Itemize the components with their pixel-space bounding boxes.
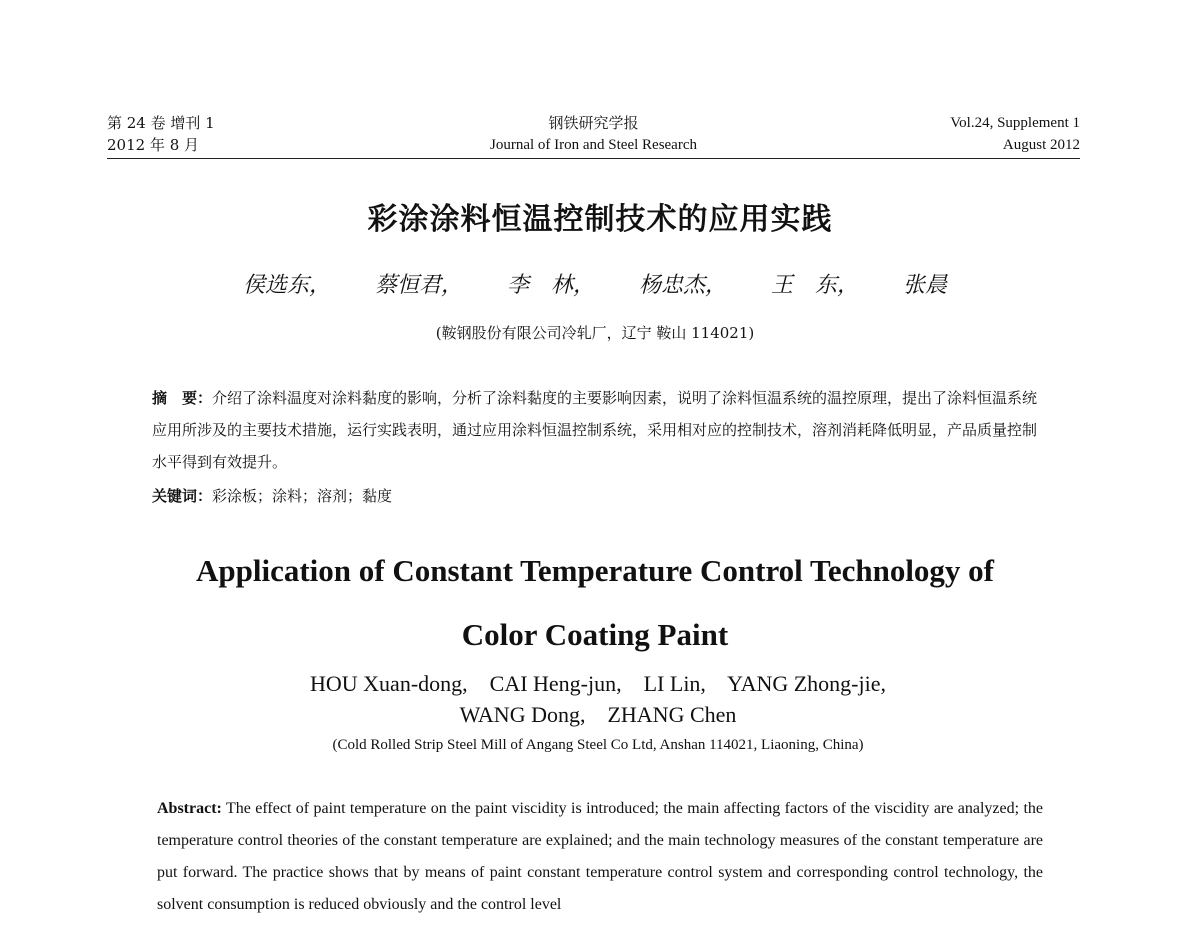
author-zh: 蔡恒君， [374, 273, 463, 298]
author-zh: 王 东， [771, 273, 860, 298]
authors-en-line2: WANG Dong, ZHANG Chen [459, 702, 737, 727]
affiliation-zh: (鞍钢股份有限公司冷轧厂，辽宁 鞍山 114021) [435, 324, 755, 342]
abstract-zh [152, 382, 1042, 478]
page-title-en-line2: Color Coating Paint [461, 617, 729, 652]
header-volume-issue: 第 24 卷 增刊 1 [107, 114, 215, 132]
header-journal [107, 112, 1080, 156]
page-title-en-line1: Application of Constant Temperature Control Technology of [195, 553, 995, 588]
keywords-label-zh: 关键词： [152, 487, 213, 505]
author-zh: 杨忠杰， [639, 273, 728, 298]
header-date-en: August 2012 [1002, 137, 1080, 153]
page-title-zh: 彩涂涂料恒温控制技术的应用实践 [367, 202, 833, 237]
author-zh: 张晨 [903, 273, 948, 298]
abstract-label-en: Abstract: [157, 800, 222, 817]
authors-en [0, 668, 1196, 730]
header-journal-en: Journal of Iron and Steel Research [489, 137, 697, 153]
header-supplement-en: Vol.24, Supplement 1 [950, 115, 1080, 131]
header-date-zh: 2012 年 8 月 [107, 136, 200, 154]
authors-zh [0, 270, 1190, 302]
authors-en-line1: HOU Xuan-dong, CAI Heng-jun, LI Lin, YANG Zhong-jie, [310, 671, 886, 696]
author-zh: 侯选东， [242, 273, 331, 298]
header-volume-en [950, 112, 1080, 156]
author-zh: 李 林， [506, 273, 595, 298]
header-journal-zh: 钢铁研究学报 [548, 114, 639, 132]
abstract-text-zh: 介绍了涂料温度对涂料黏度的影响，分析了涂料黏度的主要影响因素，说明了涂料恒温系统的温控原理，提出了涂料恒温系统应用所涉及的主要技术措施，运行实践表明，通过应用涂料恒温控制系统，采用相对应的控制技术，溶剂消耗降低明显，产品质量控制水平得到有效提升。 [152, 389, 1038, 471]
keywords-text-zh: 彩涂板；涂料；溶剂；黏度 [212, 487, 393, 505]
abstract-en [157, 793, 1043, 921]
keywords-zh [152, 480, 392, 512]
journal-header [107, 112, 1080, 159]
abstract-label-zh: 摘 要： [152, 389, 213, 407]
affiliation-en: (Cold Rolled Strip Steel Mill of Angang Steel Co Ltd, Anshan 114021, Liaoning, China) [332, 737, 864, 753]
abstract-text-en: The effect of paint temperature on the paint viscidity is introduced; the main affecting factors of the viscidity are analyzed; the temperature control theories of the constant temperature are explained; and the main technology measures of the constant temperature are put forward. The practice shows that by means of paint constant temperature control system and corresponding control technology, the solvent consumption is reduced obviously and the control level [157, 800, 1044, 913]
